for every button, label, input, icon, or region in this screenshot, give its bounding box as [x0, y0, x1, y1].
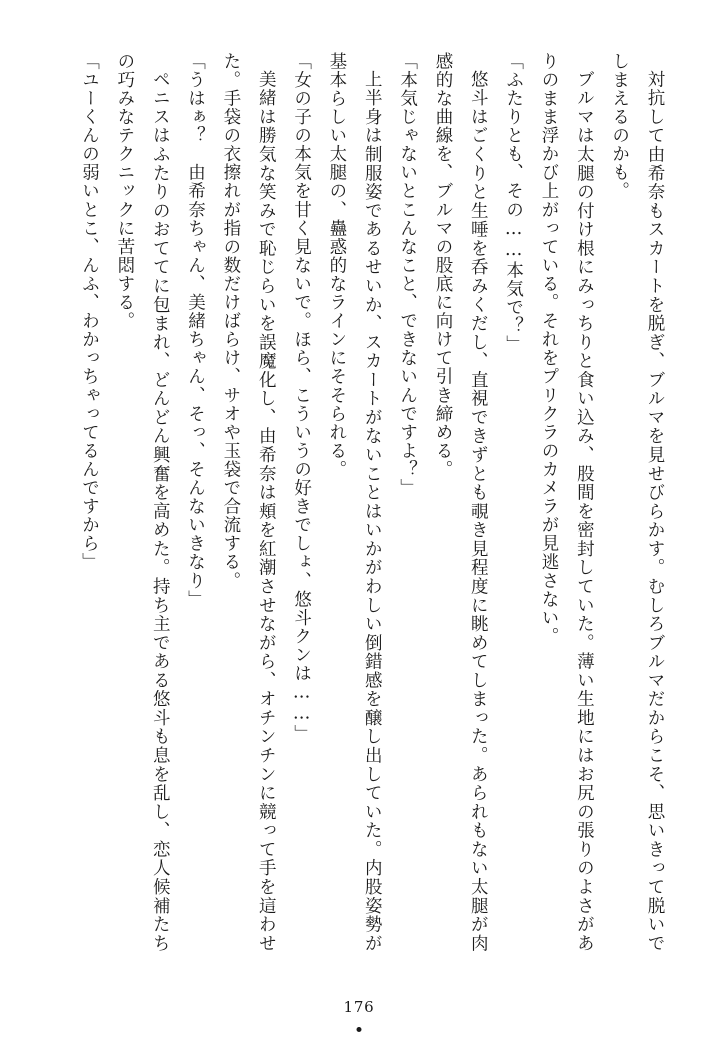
novel-text-body [46, 52, 672, 952]
paragraph: 悠斗はごくりと生唾を呑みくだし、直視できずとも覗き見程度に眺めてしまった。あられもない太腿が肉感的な曲線を、ブルマの股底に向けて引き締める。 [432, 52, 489, 952]
paragraph: 上半身は制服姿であるせいか、スカートがないことはいかがわしい倒錯感を醸し出していた。内股姿勢が基本らしい太腿の、蠱惑的なラインにそそられる。 [326, 52, 383, 952]
paragraph-dialogue: 「うはぁ？ 由希奈ちゃん、美緒ちゃん、そっ、そんないきなり」 [185, 52, 206, 609]
paragraph-dialogue: 「ユーくんの弱いとこ、んふ、わかっちゃってるんですから」 [79, 52, 100, 572]
page-number: 176 [343, 998, 375, 1016]
paragraph: 美緒は勝気な笑みで恥じらいを誤魔化し、由希奈は頬を紅潮させながら、オチンチンに競って手を這わせた。手袋の衣擦れが指の数だけばらけ、サオや玉袋で合流する。 [220, 52, 277, 952]
paragraph: 対抗して由希奈もスカートを脱ぎ、ブルマを見せびらかす。むしろブルマだからこそ、思いきって脱いでしまえるのかも。 [609, 52, 665, 952]
page-footer-dot-icon [357, 1027, 362, 1032]
paragraph-dialogue: 「ふたりとも、その……本気で？」 [503, 52, 524, 354]
paragraph-dialogue: 「女の子の本気を甘く見ないで。ほら、こういうの好きでしょ、悠斗クンは……」 [291, 52, 312, 744]
paragraph: ブルマは太腿の付け根にみっちりと食い込み、股間を密封していた。薄い生地にはお尻の張りのよさがありのまま浮かび上がっている。それをプリクラのカメラが見逃さない。 [538, 52, 595, 952]
paragraph: ペニスはふたりのおててに包まれ、どんどん興奮を高めた。持ち主である悠斗も息を乱し、恋人候補たちの巧みなテクニックに苦悶する。 [114, 52, 171, 952]
paragraph-dialogue: 「本気じゃないとこんなこと、できないんですよ？」 [397, 52, 418, 498]
